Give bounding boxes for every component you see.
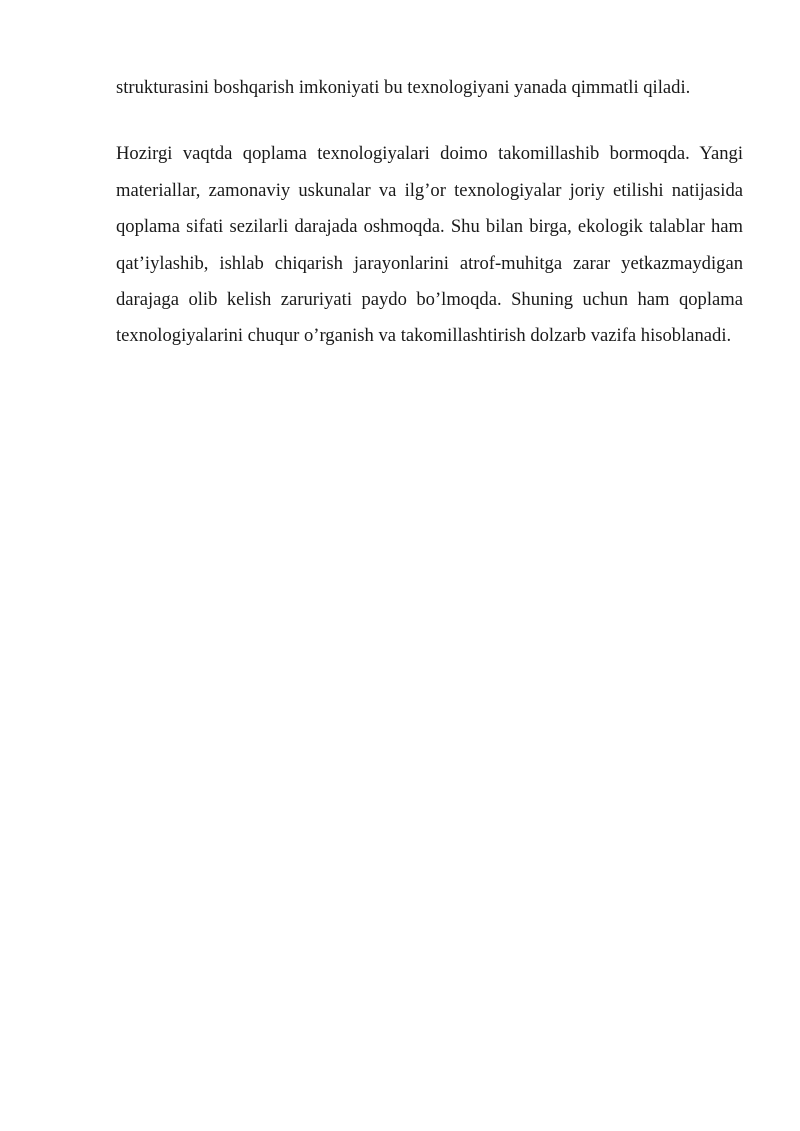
document-body — [116, 70, 743, 355]
paragraph-coating-technologies: Hozirgi vaqtda qoplama texnologiyalari doimo takomillashib bormoqda. Yangi materiallar, zamonaviy uskunalar va ilg’or texnologiyalar joriy etilishi natijasida qoplama sifati sezilarli darajada oshmoqda. Shu bilan birga, ekologik talablar ham qat’iylashib, ishlab chiqarish jarayonlarini atrof-muhitga zarar yetkazmaydigan darajaga olib kelish zaruriyati paydo bo’lmoqda. Shuning uchun ham qoplama texnologiyalarini chuqur o’rganish va takomillashtirish dolzarb vazifa hisoblanadi. — [116, 143, 743, 347]
paragraph-continuation: strukturasini boshqarish imkoniyati bu texnologiyani yanada qimmatli qiladi. — [116, 77, 691, 98]
